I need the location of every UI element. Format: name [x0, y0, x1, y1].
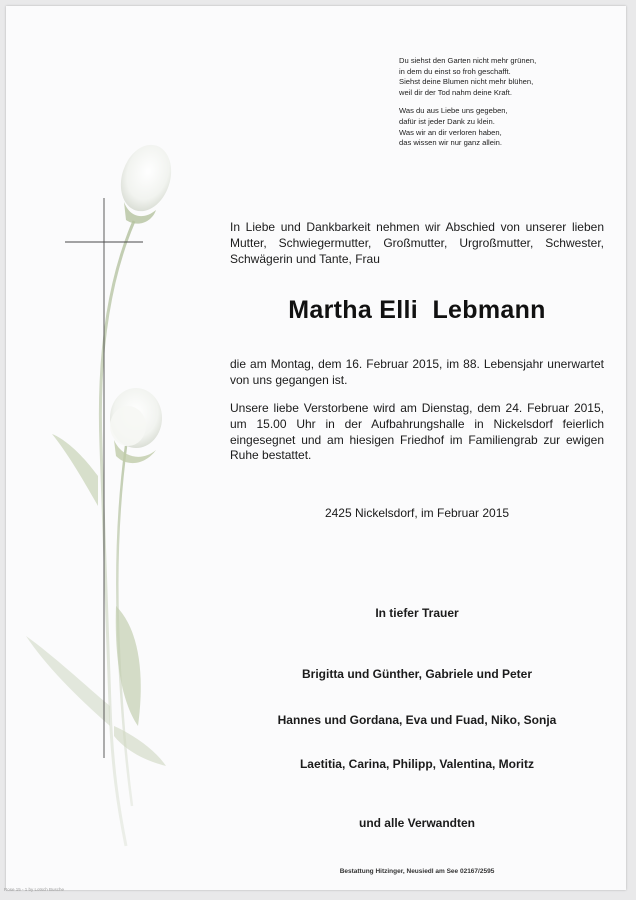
family-line: Hannes und Gordana, Eva und Fuad, Niko, Sonja [277, 713, 557, 727]
poem-line: dafür ist jeder Dank zu klein. [399, 116, 495, 126]
funeral-details: Unsere liebe Verstorbene wird am Dienstag, dem 24. Februar 2015, um 15.00 Uhr in der Aufbahrungshalle in Nickelsdorf feierlich eingesegnet und am hiesigen Friedhof im Familiengrab zur ewigen Ruhe bestattet. [230, 401, 604, 463]
poem [399, 56, 619, 157]
obituary-page [6, 6, 626, 890]
mourning-heading: In tiefer Trauer [375, 606, 459, 620]
poem-line: das wissen wir nur ganz allein. [399, 138, 502, 148]
relatives-line: und alle Verwandten [358, 816, 476, 830]
deceased-name: Martha Elli Lebmann [288, 296, 546, 324]
family-line: Laetitia, Carina, Philipp, Valentina, Moritz [299, 757, 535, 771]
rose-illustration [6, 6, 206, 890]
poem-stanza-2 [399, 106, 619, 148]
funeral-home-footer: Bestattung Hitzinger, Neusiedl am See 02167/2595 [339, 868, 495, 875]
poem-line: Du siehst den Garten nicht mehr grünen, [399, 56, 537, 65]
poem-line: Was wir an dir verloren haben, [399, 127, 502, 137]
poem-stanza-1 [399, 56, 619, 98]
poem-line: in dem du einst so froh geschafft. [399, 66, 511, 76]
place-date: 2425 Nickelsdorf, im Februar 2015 [324, 506, 510, 520]
poem-line: Was du aus Liebe uns gegeben, [399, 106, 508, 116]
death-announcement: die am Montag, dem 16. Februar 2015, im 88. Lebensjahr unerwartet von uns gegangen ist. [230, 357, 604, 387]
image-credit: Rose 15 - 1 by Lotsch Busche [4, 887, 65, 892]
poem-line: Siehst deine Blumen nicht mehr blühen, [399, 77, 534, 87]
intro-text: In Liebe und Dankbarkeit nehmen wir Abschied von unserer lieben Mutter, Schwiegermutter, Großmutter, Urgroßmutter, Schwester, Schwägerin und Tante, Frau [230, 220, 604, 266]
family-line: Brigitta und Günther, Gabriele und Peter [301, 667, 533, 681]
poem-line: weil dir der Tod nahm deine Kraft. [399, 87, 512, 97]
